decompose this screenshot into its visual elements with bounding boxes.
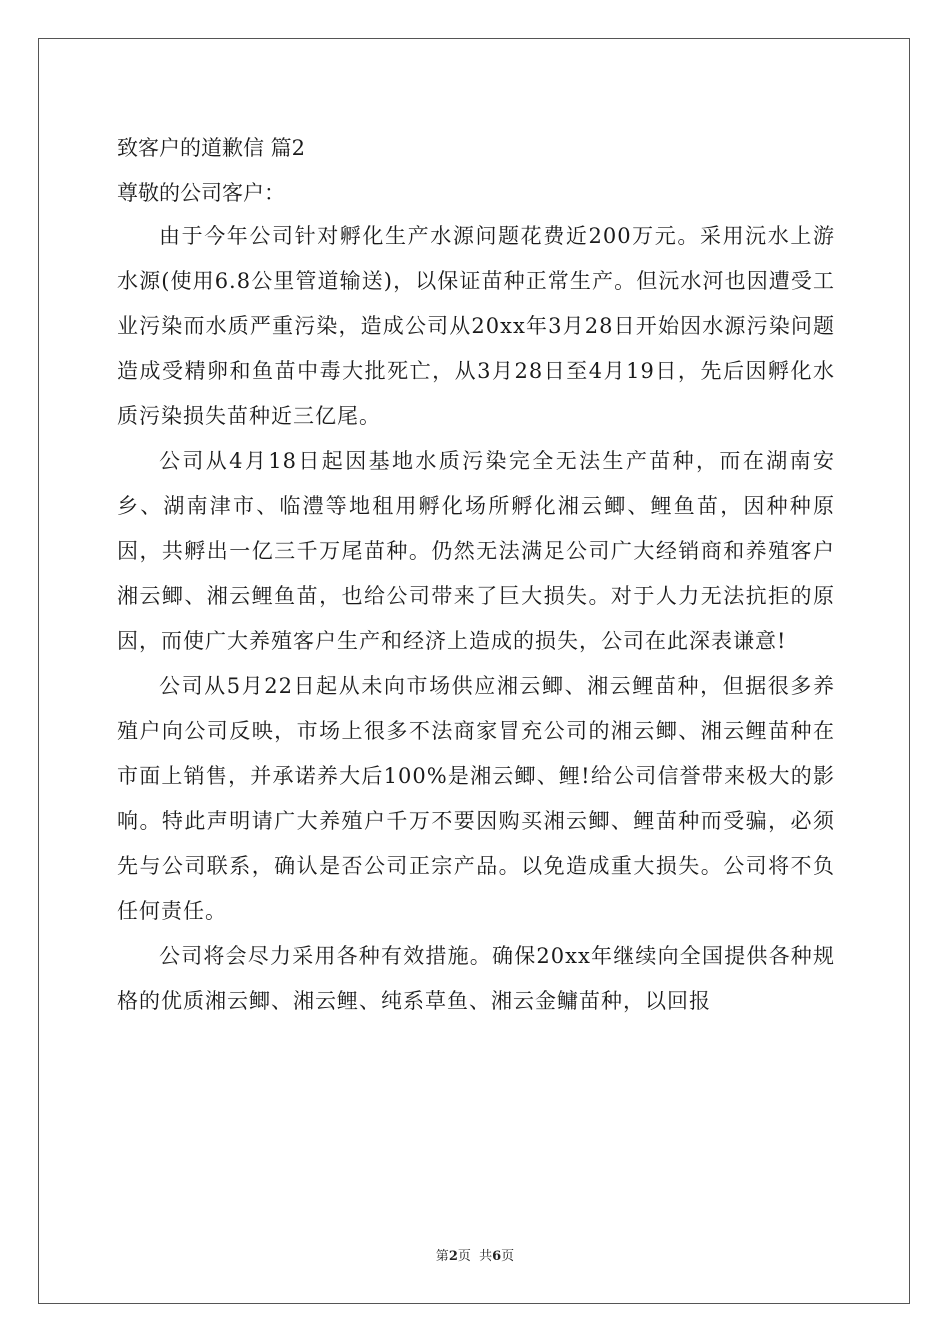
page-footer <box>0 1248 950 1266</box>
document-title: 致客户的道歉信 篇2 <box>117 136 306 160</box>
page-prefix: 第 <box>435 1249 449 1264</box>
paragraph-4: 公司将会尽力采用各种有效措施。确保20xx年继续向全国提供各种规格的优质湘云鲫、湘云鲤、纯系草鱼、湘云金鳙苗种，以回报 <box>117 944 835 1013</box>
page-mid: 页 共 <box>457 1249 493 1264</box>
page-current: 2 <box>448 1249 458 1264</box>
document-body <box>117 128 835 1024</box>
paragraph-3: 公司从5月22日起从未向市场供应湘云鲫、湘云鲤苗种，但据很多养殖户向公司反映，市场上很多不法商家冒充公司的湘云鲫、湘云鲤苗种在市面上销售，并承诺养大后100%是湘云鲫、鲤!给公司信誉带来极大的影响。特此声明请广大养殖户千万不要因购买湘云鲫、鲤苗种而受骗，必须先与公司联系，确认是否公司正宗产品。以免造成重大损失。公司将不负任何责任。 <box>117 674 835 923</box>
paragraph-2: 公司从4月18日起因基地水质污染完全无法生产苗种，而在湖南安乡、湖南津市、临澧等地租用孵化场所孵化湘云鲫、鲤鱼苗，因种种原因，共孵出一亿三千万尾苗种。仍然无法满足公司广大经销商和养殖客户湘云鲫、湘云鲤鱼苗，也给公司带来了巨大损失。对于人力无法抗拒的原因，而使广大养殖客户生产和经济上造成的损失，公司在此深表谦意! <box>117 449 835 653</box>
paragraph-1: 由于今年公司针对孵化生产水源问题花费近200万元。采用沅水上游水源(使用6.8公里管道输送)，以保证苗种正常生产。但沅水河也因遭受工业污染而水质严重污染，造成公司从20xx年3月28日开始因水源污染问题造成受精卵和鱼苗中毒大批死亡，从3月28日至4月19日，先后因孵化水质污染损失苗种近三亿尾。 <box>117 224 835 428</box>
salutation: 尊敬的公司客户： <box>117 181 285 205</box>
page-suffix: 页 <box>501 1249 515 1264</box>
page-total: 6 <box>492 1249 502 1264</box>
